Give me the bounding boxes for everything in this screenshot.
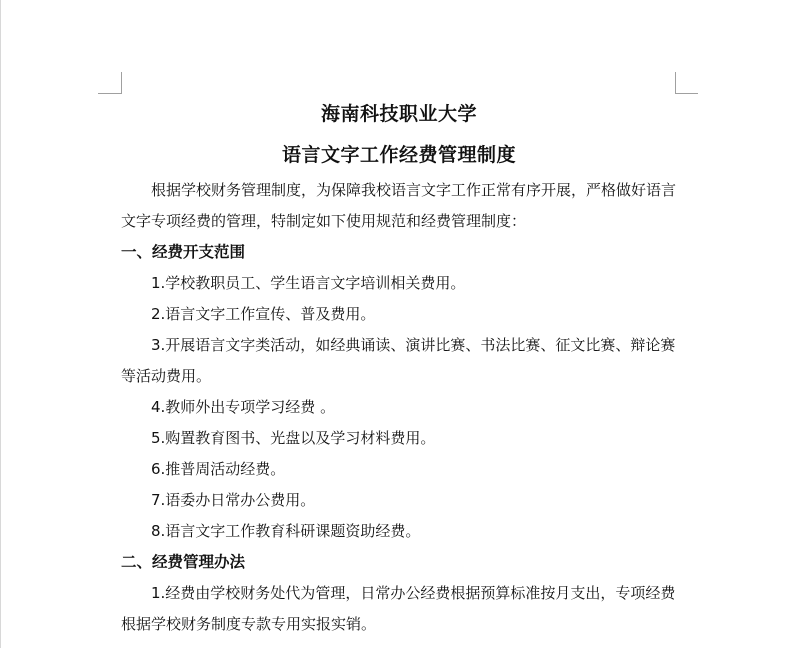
list-item: 1.学校教职员工、学生语言文字培训相关费用。 <box>151 274 466 292</box>
list-item: 8.语言文字工作教育科研课题资助经费。 <box>151 522 421 540</box>
intro-paragraph: 根据学校财务管理制度，为保障我校语言文字工作正常有序开展，严格做好语言文字专项经费的管理，特制定如下使用规范和经费管理制度： <box>121 181 677 230</box>
section-heading-management: 二、经费管理办法 <box>121 553 246 571</box>
list-item: 4.教师外出专项学习经费 。 <box>151 398 336 416</box>
list-item: 6.推普周活动经费。 <box>151 460 286 478</box>
document-subtitle: 语言文字工作经费管理制度 <box>281 144 516 166</box>
list-item: 5.购置教育图书、光盘以及学习材料费用。 <box>151 429 436 447</box>
section-heading-scope: 一、经费开支范围 <box>121 243 246 261</box>
list-item: 3.开展语言文字类活动，如经典诵读、演讲比赛、书法比赛、征文比赛、辩论赛等活动费用。 <box>121 336 676 385</box>
document-title: 海南科技职业大学 <box>320 103 477 125</box>
page-left-edge <box>0 0 1 648</box>
crop-mark-top-left <box>98 72 122 94</box>
crop-mark-top-right <box>675 72 698 94</box>
list-item: 7.语委办日常办公费用。 <box>151 491 316 509</box>
document-page <box>121 95 677 640</box>
list-item: 2.语言文字工作宣传、普及费用。 <box>151 305 376 323</box>
list-item: 1.经费由学校财务处代为管理，日常办公经费根据预算标准按月支出，专项经费根据学校财务制度专款专用实报实销。 <box>121 584 676 633</box>
